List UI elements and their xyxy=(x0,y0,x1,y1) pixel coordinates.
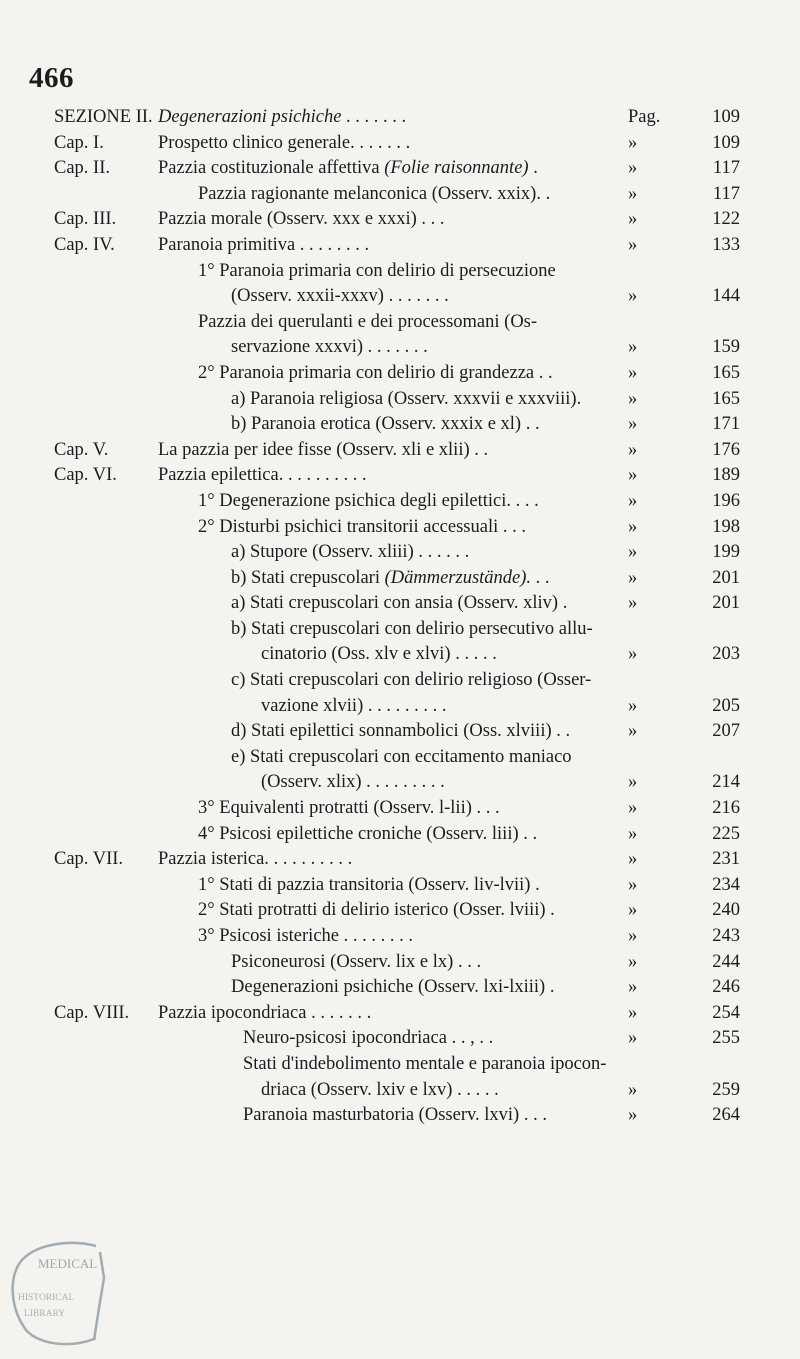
toc-entry-text xyxy=(198,515,526,541)
toc-entry-text xyxy=(231,566,550,592)
toc-entry xyxy=(54,284,740,310)
toc-page-prefix: » xyxy=(628,158,638,179)
toc-page-prefix: » xyxy=(628,1105,638,1126)
toc-leader-dots: . . . . . . . xyxy=(341,107,407,127)
toc-page-number: 246 xyxy=(712,977,740,998)
toc-entry-title: Pazzia isterica. xyxy=(158,849,269,870)
toc-entry-title: Pazzia dei querulanti e dei processomani (Os- xyxy=(198,311,538,332)
toc-entry-text xyxy=(231,387,581,413)
toc-entry xyxy=(54,668,740,694)
toc-entry xyxy=(54,873,740,899)
toc-entry-text xyxy=(231,719,570,745)
toc-leader-dots: . . . . . . xyxy=(354,132,411,153)
toc-leader-dots: . . xyxy=(469,439,489,460)
toc-page-number: 214 xyxy=(712,772,740,793)
toc-entry xyxy=(54,770,740,796)
toc-page-prefix: » xyxy=(628,337,638,358)
toc-page-number: 117 xyxy=(712,158,740,179)
toc-entry xyxy=(54,387,740,413)
toc-entry-text xyxy=(198,361,553,387)
toc-page-prefix: » xyxy=(628,772,638,793)
toc-entry-text xyxy=(198,898,555,924)
toc-entry-label: Cap. II. xyxy=(54,158,110,179)
toc-entry-text xyxy=(158,105,406,131)
toc-entry-label: Cap. VIII. xyxy=(54,1002,130,1023)
toc-leader-dots: . . xyxy=(521,414,540,435)
toc-entry xyxy=(54,1103,740,1129)
toc-entry-text xyxy=(158,131,410,157)
toc-entry-title: b) Stati crepuscolari xyxy=(231,567,380,588)
toc-entry-title: 3° Equivalenti protratti (Osserv. l-lii) xyxy=(198,798,472,819)
toc-leader-dots: . . . . . . . xyxy=(306,1002,372,1023)
toc-page-number: 225 xyxy=(712,823,740,844)
toc-entry xyxy=(54,822,740,848)
toc-page-number: 216 xyxy=(712,798,740,819)
toc-page-prefix: » xyxy=(628,644,638,665)
toc-entry-text xyxy=(198,310,537,336)
toc-entry xyxy=(54,924,740,950)
toc-entry-label: Cap. III. xyxy=(54,209,117,230)
toc-entry xyxy=(54,131,740,157)
toc-leader-dots: . xyxy=(545,900,555,921)
toc-entry xyxy=(54,489,740,515)
toc-entry-text xyxy=(198,259,556,285)
toc-leader-dots: . . . xyxy=(416,209,445,230)
toc-page-prefix: Pag. xyxy=(628,107,661,127)
toc-page-prefix: » xyxy=(628,926,638,946)
toc-entry-italic-title: (Dämmerzustände). xyxy=(384,567,532,588)
toc-leader-dots: . . . . . . . . xyxy=(295,234,370,255)
toc-page-number: 255 xyxy=(712,1028,740,1049)
toc-leader-dots: . . . xyxy=(498,516,526,537)
toc-entry-text xyxy=(158,207,445,233)
toc-entry-title: Degenerazioni psichiche (Osserv. lxi-lxiii) xyxy=(231,977,546,998)
toc-entry-title: 3° Psicosi isteriche xyxy=(198,926,339,946)
toc-entry xyxy=(54,745,740,771)
toc-page-prefix: » xyxy=(628,490,638,511)
toc-entry-text xyxy=(158,438,488,464)
toc-entry-title: Stati d'indebolimento mentale e paranoia ipocon- xyxy=(243,1053,607,1074)
toc-entry-title: 2° Disturbi psichici transitorii accessuali xyxy=(198,516,499,537)
toc-page-number: 196 xyxy=(712,490,740,511)
toc-leader-dots: . xyxy=(558,593,568,614)
toc-page-number: 234 xyxy=(712,874,740,895)
toc-entry-title: driaca (Osserv. lxiv e lxv) xyxy=(261,1079,453,1100)
toc-entry-text xyxy=(231,668,591,694)
toc-leader-dots: . . . . . . . . . xyxy=(283,465,367,486)
toc-leader-dots: . . . xyxy=(471,798,500,819)
toc-entry-text xyxy=(158,156,538,182)
toc-entry xyxy=(54,540,740,566)
toc-page-number: 254 xyxy=(712,1002,740,1023)
toc-entry-title: 4° Psicosi epilettiche croniche (Osserv. liii) xyxy=(198,823,519,844)
toc-page-number: 165 xyxy=(712,388,740,409)
toc-entry-title: vazione xlvii) xyxy=(261,695,364,716)
toc-entry xyxy=(54,1001,740,1027)
toc-entry-title: a) Paranoia religiosa (Osserv. xxxvii e xxxviii). xyxy=(231,388,582,409)
toc-entry-title: 2° Paranoia primaria con delirio di grandezza xyxy=(198,362,535,383)
toc-entry-title: 1° Stati di pazzia transitoria (Osserv. liv-lvii) xyxy=(198,874,531,895)
toc-entry xyxy=(54,642,740,668)
toc-entry xyxy=(54,463,740,489)
toc-page-prefix: » xyxy=(628,951,638,972)
toc-entry-title: e) Stati crepuscolari con eccitamento maniaco xyxy=(231,746,572,767)
toc-entry-text xyxy=(261,694,446,720)
toc-entry xyxy=(54,1078,740,1104)
page-number: 466 xyxy=(29,62,74,94)
toc-entry-text xyxy=(198,489,539,515)
toc-leader-dots: . . . . . xyxy=(452,1079,499,1100)
toc-leader-dots: . . . . . . . xyxy=(363,337,428,358)
toc-entry-title: b) Stati crepuscolari con delirio persecutivo allu- xyxy=(231,618,593,639)
toc-entry-title: a) Stupore (Osserv. xliii) xyxy=(231,542,414,563)
toc-entry-text xyxy=(231,617,593,643)
toc-page-prefix: » xyxy=(628,516,638,537)
toc-entry xyxy=(54,847,740,873)
toc-entry xyxy=(54,694,740,720)
toc-entry xyxy=(54,207,740,233)
toc-entry-title: 1° Paranoia primaria con delirio di persecuzione xyxy=(198,260,556,281)
toc-entry-text xyxy=(231,540,469,566)
toc-page-prefix: » xyxy=(628,977,638,998)
toc-entry-text xyxy=(231,745,572,771)
toc-entry-label: Cap. VII. xyxy=(54,849,124,870)
toc-entry-title: Neuro-psicosi ipocondriaca xyxy=(243,1028,447,1049)
toc-page-number: 109 xyxy=(712,107,740,127)
toc-page-number: 159 xyxy=(712,337,740,358)
toc-page-number: 231 xyxy=(712,849,740,870)
toc-entry-title: Pazzia costituzionale affettiva xyxy=(158,158,380,179)
toc-entry-title: d) Stati epilettici sonnambolici (Oss. xlviii) xyxy=(231,721,552,742)
toc-entry-text xyxy=(243,1103,547,1129)
toc-page-number: 198 xyxy=(712,516,740,537)
toc-leader-dots: . . . . . . . . . xyxy=(363,695,447,716)
toc-page-prefix: » xyxy=(628,388,638,409)
toc-page-prefix: » xyxy=(628,362,638,383)
toc-leader-dots: . xyxy=(545,977,555,998)
toc-entry-text xyxy=(158,233,369,259)
toc-page-number: 201 xyxy=(712,593,740,614)
toc-entry xyxy=(54,412,740,438)
toc-entry xyxy=(54,1052,740,1078)
toc-entry-title: Pazzia epilettica. xyxy=(158,465,284,486)
toc-entry-title: Pazzia ipocondriaca xyxy=(158,1002,307,1023)
toc-entry-title: (Osserv. xlix) xyxy=(261,772,362,793)
toc-leader-dots: . . . xyxy=(453,951,482,972)
toc-entry-title: a) Stati crepuscolari con ansia (Osserv. xliv) xyxy=(231,593,559,614)
toc-page-number: 189 xyxy=(712,465,740,486)
toc-page-prefix: » xyxy=(628,823,638,844)
toc-entry-text xyxy=(231,335,428,361)
toc-entry-text xyxy=(231,412,540,438)
toc-page-number: 240 xyxy=(712,900,740,921)
toc-entry xyxy=(54,335,740,361)
toc-entry-title: b) Paranoia erotica (Osserv. xxxix e xl) xyxy=(231,414,522,435)
toc-page-prefix: » xyxy=(628,286,638,307)
toc-leader-dots: . . . . . . xyxy=(413,542,470,563)
toc-entry-title: 1° Degenerazione psichica degli epilettici. xyxy=(198,490,512,511)
toc-entry xyxy=(54,591,740,617)
toc-entry-text xyxy=(158,1001,371,1027)
toc-entry-text xyxy=(231,975,554,1001)
toc-leader-dots: . xyxy=(530,874,540,895)
toc-page-number: 122 xyxy=(712,209,740,230)
toc-page-number: 165 xyxy=(712,362,740,383)
toc-entry xyxy=(54,105,740,131)
toc-page-number: 264 xyxy=(712,1105,740,1126)
toc-entry-text xyxy=(231,950,481,976)
toc-page-prefix: » xyxy=(628,567,638,588)
toc-entry xyxy=(54,1026,740,1052)
toc-page-prefix: » xyxy=(628,874,638,895)
toc-leader-dots: . . . xyxy=(519,1105,547,1126)
stamp-text-top: MEDICAL xyxy=(38,1256,98,1271)
toc-leader-dots: . . . . . . . . . xyxy=(361,772,445,793)
toc-entry-title: 2° Stati protratti di delirio isterico (Osser. lviii) xyxy=(198,900,546,921)
toc-entry-label: Cap. I. xyxy=(54,132,104,153)
toc-page-prefix: » xyxy=(628,721,638,742)
toc-entry-title: Pazzia ragionante melanconica (Osserv. xxix). xyxy=(198,183,541,204)
toc-leader-dots: . . xyxy=(534,362,553,383)
toc-page-prefix: » xyxy=(628,900,638,921)
toc-page-prefix: » xyxy=(628,132,638,153)
toc-entry xyxy=(54,259,740,285)
toc-entry-text xyxy=(158,847,352,873)
toc-entry-label: Cap. VI. xyxy=(54,465,117,486)
toc-entry-label: Cap. V. xyxy=(54,439,109,460)
toc-entry-text xyxy=(198,822,537,848)
toc-entry xyxy=(54,975,740,1001)
toc-page-prefix: » xyxy=(628,465,638,486)
toc-entry xyxy=(54,796,740,822)
toc-leader-dots: . . . . . . . . xyxy=(339,926,413,946)
toc-entry-title: Paranoia masturbatoria (Osserv. lxvi) xyxy=(243,1105,520,1126)
toc-leader-dots: . . . xyxy=(511,490,539,511)
toc-entry xyxy=(54,950,740,976)
toc-entry-italic-title: (Folie raisonnante) xyxy=(384,158,529,179)
toc-entry-label: Cap. IV. xyxy=(54,234,115,255)
toc-entry xyxy=(54,438,740,464)
toc-entry-text xyxy=(261,770,445,796)
toc-leader-dots: . xyxy=(528,158,538,179)
toc-page-number: 133 xyxy=(712,234,740,255)
toc-page-number: 244 xyxy=(712,951,740,972)
toc-entry-title: servazione xxxvi) xyxy=(231,337,364,358)
toc-entry-text xyxy=(198,873,540,899)
toc-page-prefix: » xyxy=(628,234,638,255)
toc-entry xyxy=(54,233,740,259)
toc-page-number: 205 xyxy=(712,695,740,716)
table-of-contents xyxy=(54,105,740,1129)
toc-page-prefix: » xyxy=(628,798,638,819)
library-stamp xyxy=(4,1238,114,1350)
toc-entry-text xyxy=(243,1026,493,1052)
toc-entry xyxy=(54,182,740,208)
toc-entry-text xyxy=(231,591,567,617)
toc-entry-title: Degenerazioni psichiche xyxy=(158,107,342,127)
toc-page-number: 259 xyxy=(712,1079,740,1100)
toc-entry-text xyxy=(198,182,550,208)
toc-entry xyxy=(54,361,740,387)
stamp-text-mid: HISTORICAL xyxy=(18,1293,75,1303)
toc-page-number: 117 xyxy=(712,183,740,204)
toc-page-prefix: » xyxy=(628,414,638,435)
toc-entry xyxy=(54,566,740,592)
toc-entry-text xyxy=(158,463,367,489)
toc-page-prefix: » xyxy=(628,1002,638,1023)
toc-leader-dots: . . xyxy=(531,567,550,588)
toc-entry xyxy=(54,719,740,745)
toc-leader-dots: . xyxy=(540,183,551,204)
toc-page-prefix: » xyxy=(628,209,638,230)
toc-entry-title: c) Stati crepuscolari con delirio religioso (Osser- xyxy=(231,670,592,691)
toc-page-prefix: » xyxy=(628,1028,638,1049)
toc-entry-text xyxy=(243,1052,606,1078)
toc-page-prefix: » xyxy=(628,849,638,870)
toc-entry-title: Paranoia primitiva xyxy=(158,234,296,255)
toc-page-prefix: » xyxy=(628,593,638,614)
toc-entry-label: SEZIONE II. xyxy=(54,107,153,127)
toc-page-prefix: » xyxy=(628,1079,638,1100)
toc-leader-dots: . . xyxy=(518,823,538,844)
toc-entry-title: Psiconeurosi (Osserv. lix e lx) xyxy=(231,951,454,972)
toc-page-number: 207 xyxy=(712,721,740,742)
toc-page-number: 109 xyxy=(712,132,740,153)
toc-page-number: 144 xyxy=(712,286,740,307)
stamp-text-bot: LIBRARY xyxy=(24,1309,66,1319)
toc-leader-dots: . . , . . xyxy=(446,1028,494,1049)
toc-leader-dots: . . . . . . . . . xyxy=(268,849,353,870)
toc-entry xyxy=(54,515,740,541)
toc-entry-text xyxy=(231,284,449,310)
toc-page-number: 201 xyxy=(712,567,740,588)
toc-page-prefix: » xyxy=(628,695,638,716)
toc-entry-title: Pazzia morale (Osserv. xxx e xxxi) xyxy=(158,209,417,230)
toc-leader-dots: . . . . . . . xyxy=(383,286,449,307)
toc-page-number: 243 xyxy=(712,926,740,946)
toc-entry-title: La pazzia per idee fisse (Osserv. xli e xlii) xyxy=(158,439,470,460)
toc-page-prefix: » xyxy=(628,542,638,563)
toc-page-number: 199 xyxy=(712,542,740,563)
toc-page-prefix: » xyxy=(628,439,638,460)
toc-page-number: 176 xyxy=(712,439,740,460)
toc-entry xyxy=(54,617,740,643)
toc-entry xyxy=(54,156,740,182)
toc-page-prefix: » xyxy=(628,183,638,204)
toc-entry-text xyxy=(261,1078,499,1104)
toc-page-number: 203 xyxy=(712,644,740,665)
toc-entry-text xyxy=(198,796,500,822)
toc-entry-title: cinatorio (Oss. xlv e xlvi) xyxy=(261,644,451,665)
toc-leader-dots: . . . . . xyxy=(450,644,497,665)
toc-leader-dots: . . xyxy=(551,721,571,742)
toc-entry-text xyxy=(261,642,497,668)
toc-page-number: 171 xyxy=(712,414,740,435)
toc-entry-title: (Osserv. xxxii-xxxv) xyxy=(231,286,384,307)
toc-entry xyxy=(54,898,740,924)
toc-entry xyxy=(54,310,740,336)
toc-entry-title: Prospetto clinico generale. xyxy=(158,132,355,153)
toc-entry-text xyxy=(198,924,413,950)
